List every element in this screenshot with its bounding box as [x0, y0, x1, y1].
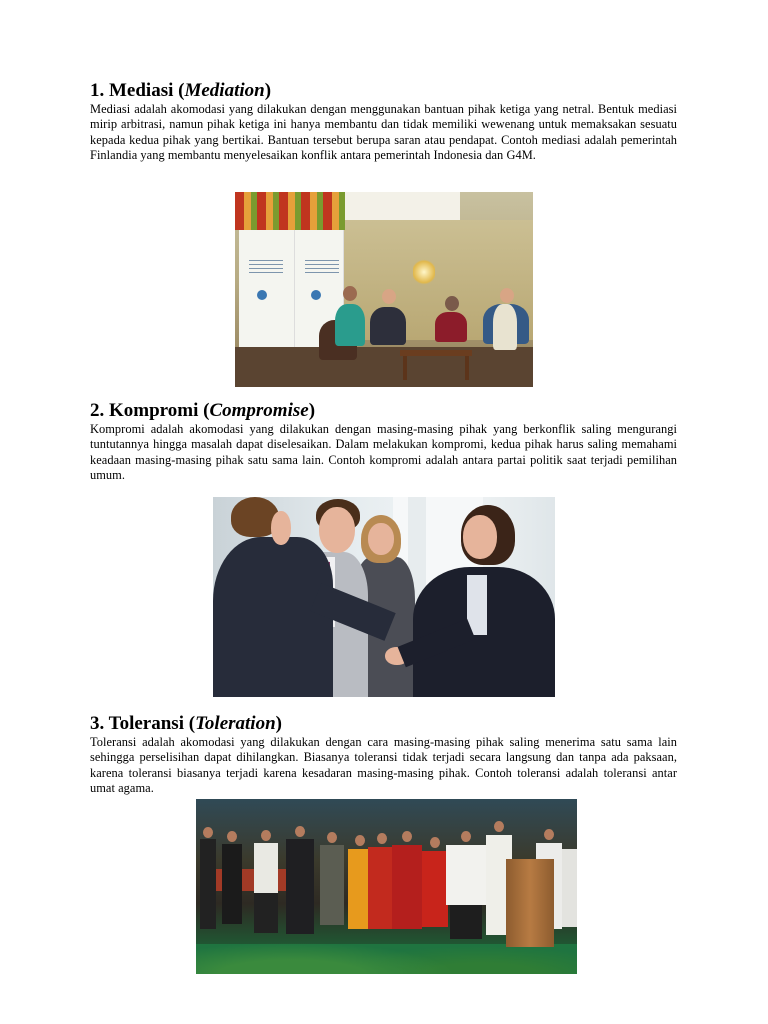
heading-term: Compromise	[209, 400, 309, 421]
heading-term: Mediation	[184, 80, 265, 101]
section-heading	[90, 80, 677, 102]
handshake-photo	[213, 497, 555, 697]
heading-number: 1. Mediasi (	[90, 80, 185, 101]
section-heading	[90, 400, 677, 422]
heading-close: )	[275, 713, 282, 734]
heading-term: Toleration	[195, 713, 276, 734]
section-body: Mediasi adalah akomodasi yang dilakukan dengan menggunakan bantuan pihak ketiga yang netral. Bentuk mediasi mirip arbitrasi, namun pihak ketiga ini hanya membantu dan tidak memiliki wewenang untuk memaksakan sesuatu kepada kedua pihak yang bertikai. Bantuan tersebut berupa saran atau pendapat. Contoh mediasi adalah pemerintah Finlandia yang membantu menyelesaikan konflik antara pemerintah Indonesia dan G4M.	[90, 102, 677, 162]
heading-close: )	[308, 400, 316, 421]
section-toleransi	[90, 713, 677, 796]
heading-number: 3. Toleransi (	[90, 713, 196, 734]
section-body: Kompromi adalah akomodasi yang dilakukan dengan masing-masing pihak yang berkonflik saling mengurangi tuntutannya hingga masalah dapat diselesaikan. Dalam melakukan kompromi, kedua pihak harus saling memahami keadaan masing-masing pihak satu sama lain. Contoh kompromi adalah antara partai politik saat terjadi pemilihan umum.	[90, 422, 677, 482]
section-body: Toleransi adalah akomodasi yang dilakukan dengan cara masing-masing pihak saling menerima satu sama lain sehingga perselisihan dapat dihilangkan. Biasanya toleransi tidak terjadi secara langsung dan tanpa ada paksaan, karena toleransi biasanya terjadi karena kesadaran masing-masing pihak. Contoh toleransi adalah toleransi antar umat agama.	[90, 735, 677, 795]
section-kompromi	[90, 400, 677, 483]
heading-number: 2. Kompromi (	[90, 400, 210, 421]
interfaith-gathering-photo	[196, 799, 577, 974]
mediation-panel-photo	[235, 192, 533, 387]
heading-close: )	[264, 80, 272, 101]
section-heading	[90, 713, 677, 735]
section-mediasi	[90, 80, 677, 163]
